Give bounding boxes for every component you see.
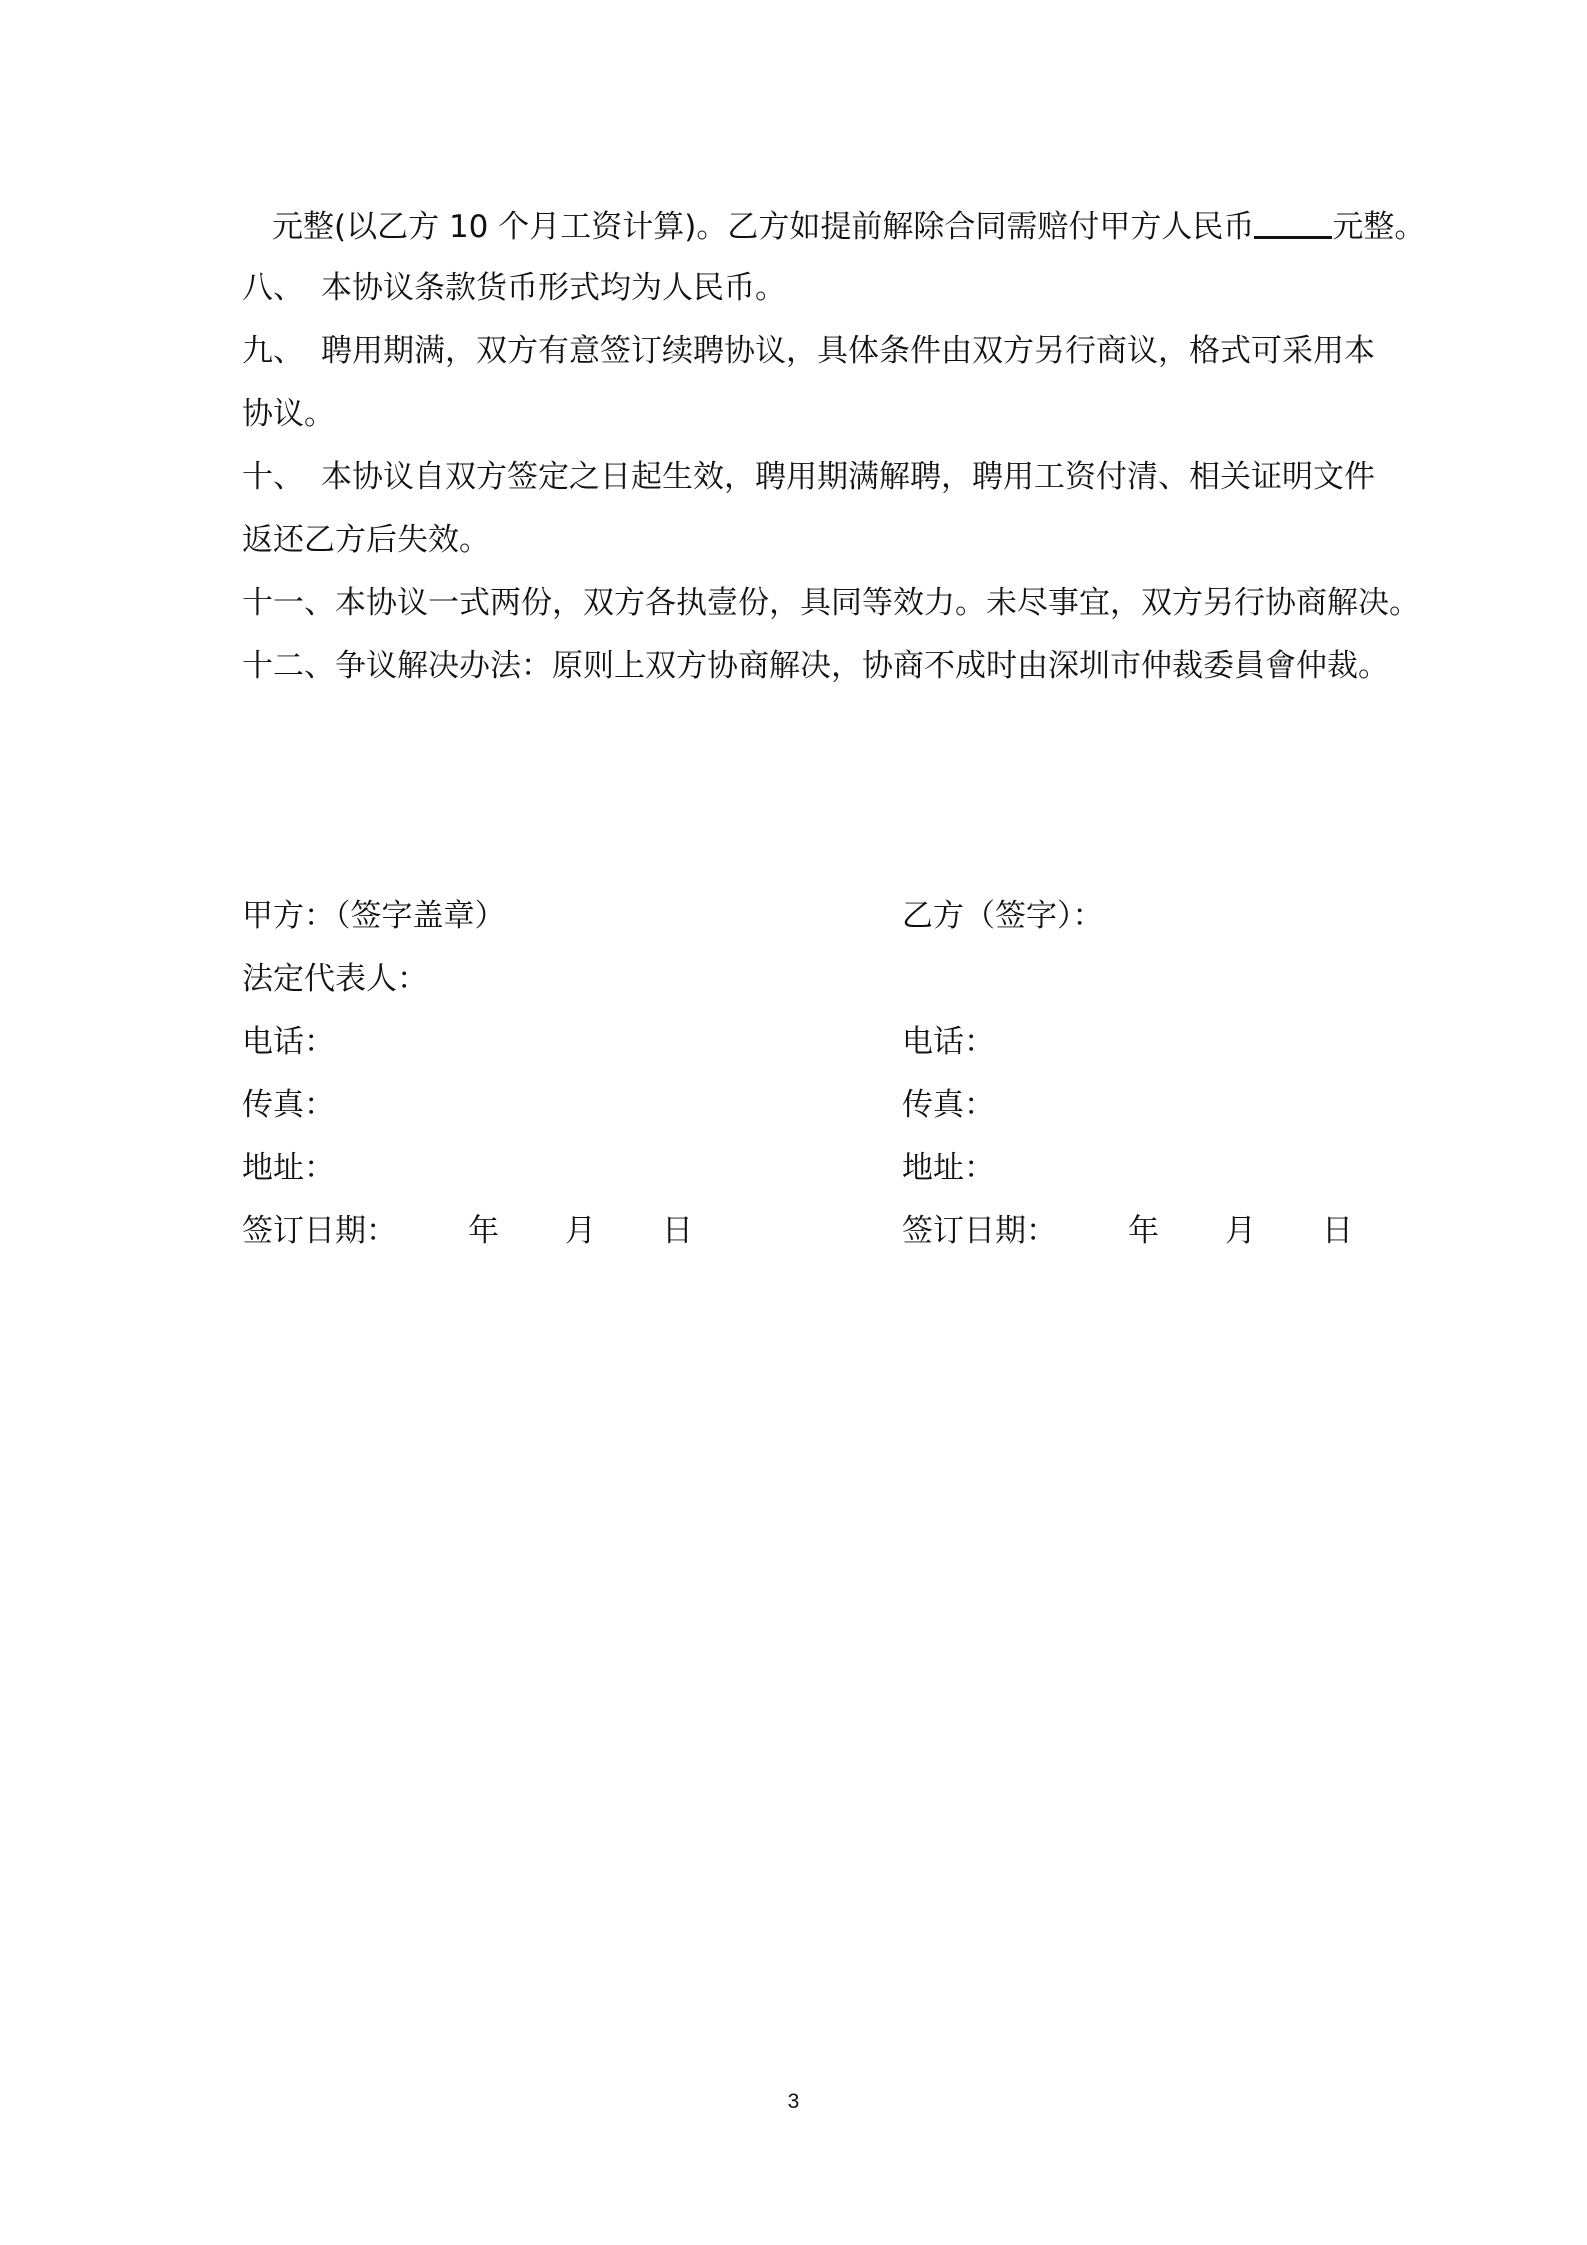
clause-text: 本协议自双方签定之日起生效，聘用期满解聘，聘用工资付清、相关证明文件: [321, 459, 1375, 495]
party-a-phone: 电话：: [242, 1024, 335, 1060]
clause-9-continued: [242, 394, 335, 434]
clause-11: [242, 583, 1420, 623]
date-label: 签订日期：: [242, 1213, 397, 1249]
date-month: 月: [565, 1213, 596, 1249]
party-a-date: [242, 1211, 742, 1251]
clause-number: 十、: [242, 459, 304, 495]
clause-number: 九、: [242, 333, 304, 369]
clause-text: 聘用期满，双方有意签订续聘协议，具体条件由双方另行商议，格式可采用本: [321, 333, 1375, 369]
party-a-representative: 法定代表人：: [242, 961, 428, 997]
party-b-title: 乙方（签字）：: [902, 898, 1104, 934]
compensation-text: 元整(以乙方 10 个月工资计算)。乙方如提前解除合同需赔付甲方人民币: [272, 209, 1255, 245]
clause-text: 本协议条款货币形式均为人民币。: [321, 270, 786, 306]
date-month: 月: [1225, 1213, 1256, 1249]
page-number: 3: [787, 2090, 800, 2113]
party-b-phone: 电话：: [902, 1024, 995, 1060]
date-year: 年: [468, 1213, 499, 1249]
party-b-address: 地址：: [902, 1150, 995, 1186]
clause-8: [242, 268, 786, 308]
date-day: 日: [662, 1213, 693, 1249]
party-b-date: [902, 1211, 1402, 1251]
party-a-address: 地址：: [242, 1150, 335, 1186]
clause-text: 返还乙方后失效。: [242, 522, 490, 558]
date-day: 日: [1322, 1213, 1353, 1249]
party-b-fax: 传真：: [902, 1087, 995, 1123]
clause-10-continued: [242, 520, 490, 560]
paragraph-compensation: [272, 206, 1425, 247]
clause-number: 八、: [242, 270, 304, 306]
clause-text: 十二、争议解决办法：原则上双方协商解决，协商不成时由深圳市仲裁委員會仲裁。: [242, 648, 1389, 684]
clause-12: [242, 646, 1389, 686]
clause-text: 协议。: [242, 396, 335, 432]
compensation-suffix: 元整。: [1332, 209, 1426, 245]
party-a-title: 甲方：（签字盖章）: [242, 898, 506, 934]
clause-9: [242, 331, 1375, 371]
party-a-fax: 传真：: [242, 1087, 335, 1123]
date-year: 年: [1128, 1213, 1159, 1249]
date-label: 签订日期：: [902, 1213, 1057, 1249]
clause-10: [242, 457, 1375, 497]
amount-blank: [1254, 206, 1332, 239]
clause-text: 十一、本协议一式两份，双方各执壹份，具同等效力。未尽事宜，双方另行协商解决。: [242, 585, 1420, 621]
